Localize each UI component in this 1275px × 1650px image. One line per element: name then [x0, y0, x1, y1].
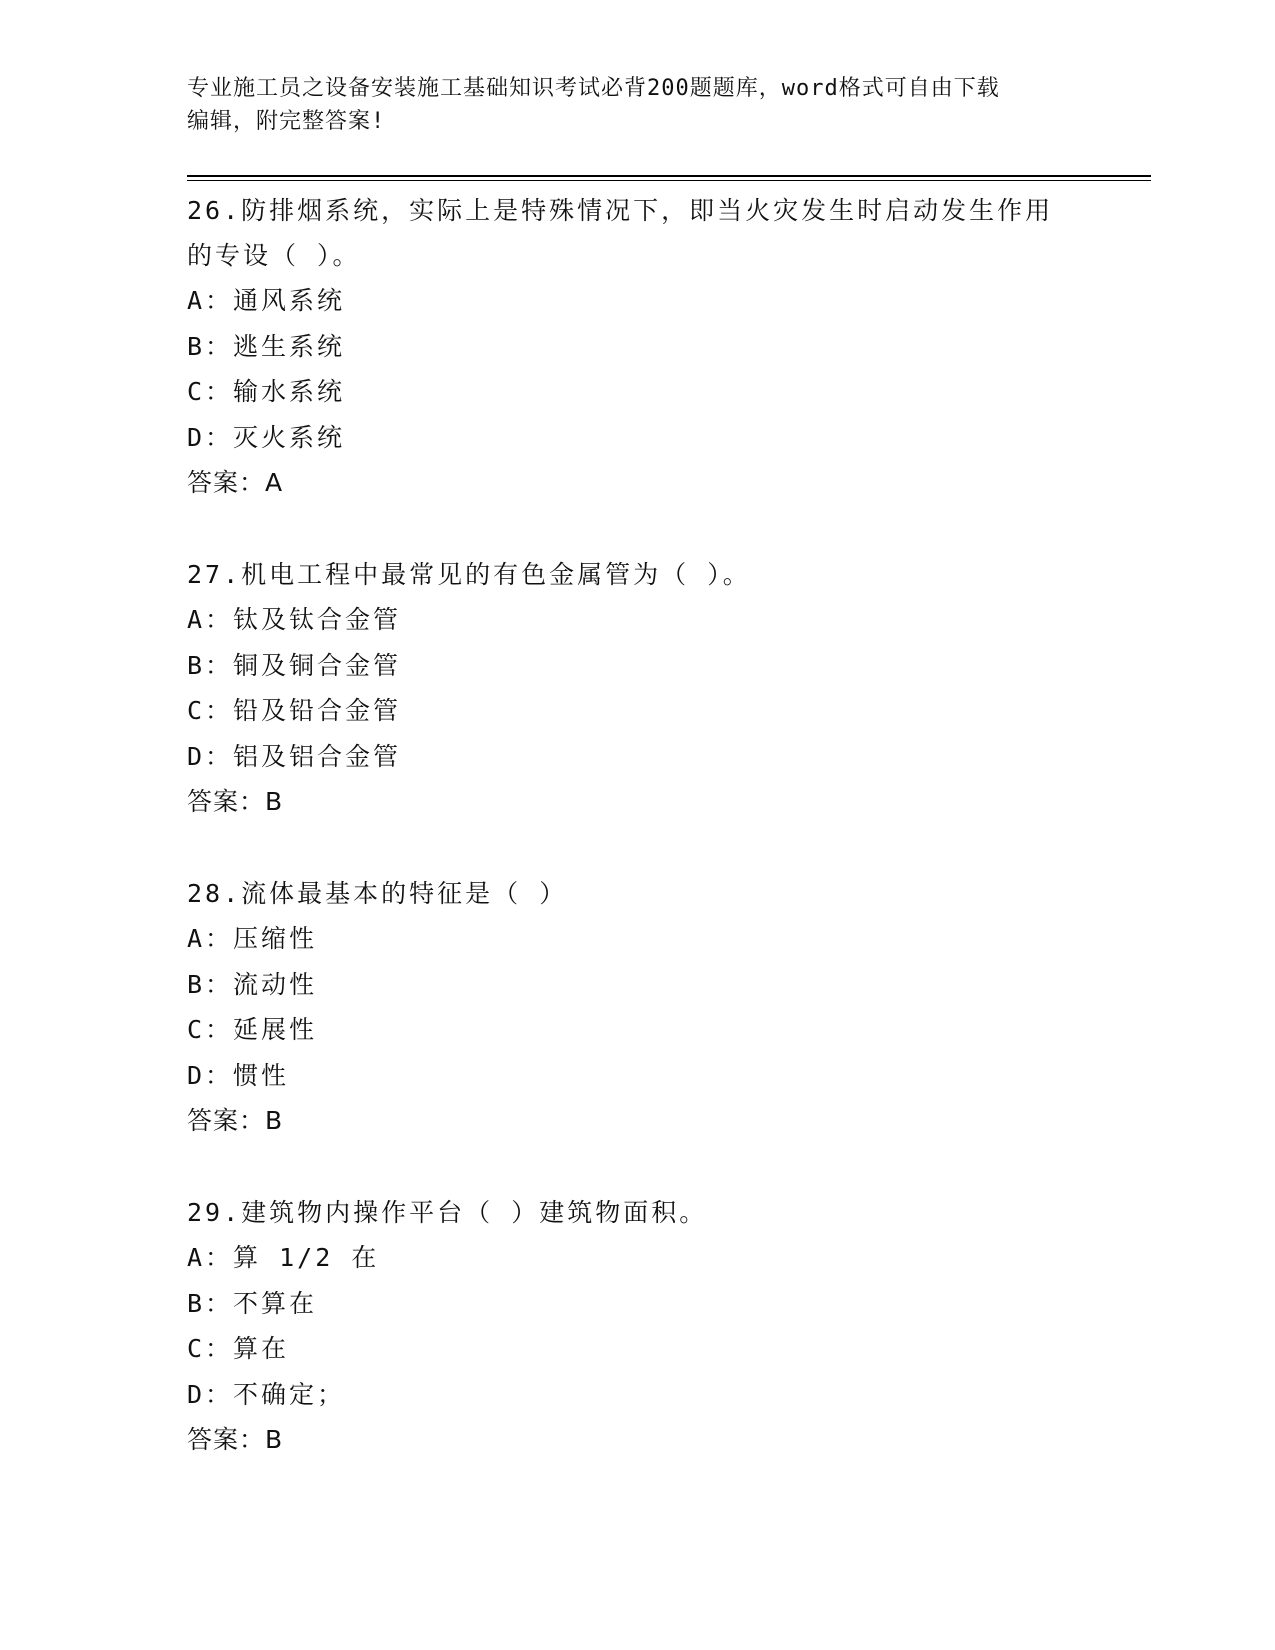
option-a: A：算 1/2 在 [187, 1243, 380, 1272]
header-divider-bottom [187, 180, 1151, 181]
option-c: C：延展性 [187, 1015, 318, 1044]
option-c: C：铅及铅合金管 [187, 696, 402, 725]
option-c: C：算在 [187, 1334, 290, 1363]
option-a: A：压缩性 [187, 924, 318, 953]
question-stem-line: 的专设（ ）。 [187, 241, 361, 270]
option-b: B：流动性 [187, 969, 318, 999]
question-stem-line: 26.防排烟系统，实际上是特殊情况下，即当火灾发生时启动发生作用 [187, 196, 1054, 225]
option-a: A：通风系统 [187, 286, 346, 315]
question-29 [187, 1190, 1107, 1463]
header-divider-top [187, 175, 1151, 177]
option-b: B：不算在 [187, 1288, 318, 1318]
option-d: D：惯性 [187, 1060, 290, 1090]
option-d: D：铝及铝合金管 [187, 741, 402, 771]
answer: 答案：A [187, 468, 284, 497]
header-line-1: 专业施工员之设备安装施工基础知识考试必背200题题库，word格式可自由下载 [187, 76, 1000, 101]
question-27 [187, 552, 1107, 825]
option-d: D：灭火系统 [187, 422, 346, 452]
header-line-2: 编辑，附完整答案! [187, 109, 386, 134]
answer: 答案：B [187, 1106, 284, 1135]
option-d: D：不确定； [187, 1379, 346, 1409]
question-stem [187, 188, 1107, 278]
question-stem: 28.流体最基本的特征是（ ） [187, 879, 568, 908]
question-stem: 29.建筑物内操作平台（ ）建筑物面积。 [187, 1198, 708, 1227]
question-list [187, 188, 1107, 1509]
document-header [187, 72, 1087, 138]
question-26 [187, 188, 1107, 506]
option-c: C：输水系统 [187, 377, 346, 406]
answer: 答案：B [187, 1425, 284, 1454]
option-a: A：钛及钛合金管 [187, 605, 402, 634]
option-b: B：逃生系统 [187, 331, 346, 361]
question-stem: 27.机电工程中最常见的有色金属管为（ ）。 [187, 560, 751, 589]
question-28 [187, 871, 1107, 1144]
option-b: B：铜及铜合金管 [187, 650, 402, 680]
answer: 答案：B [187, 787, 284, 816]
